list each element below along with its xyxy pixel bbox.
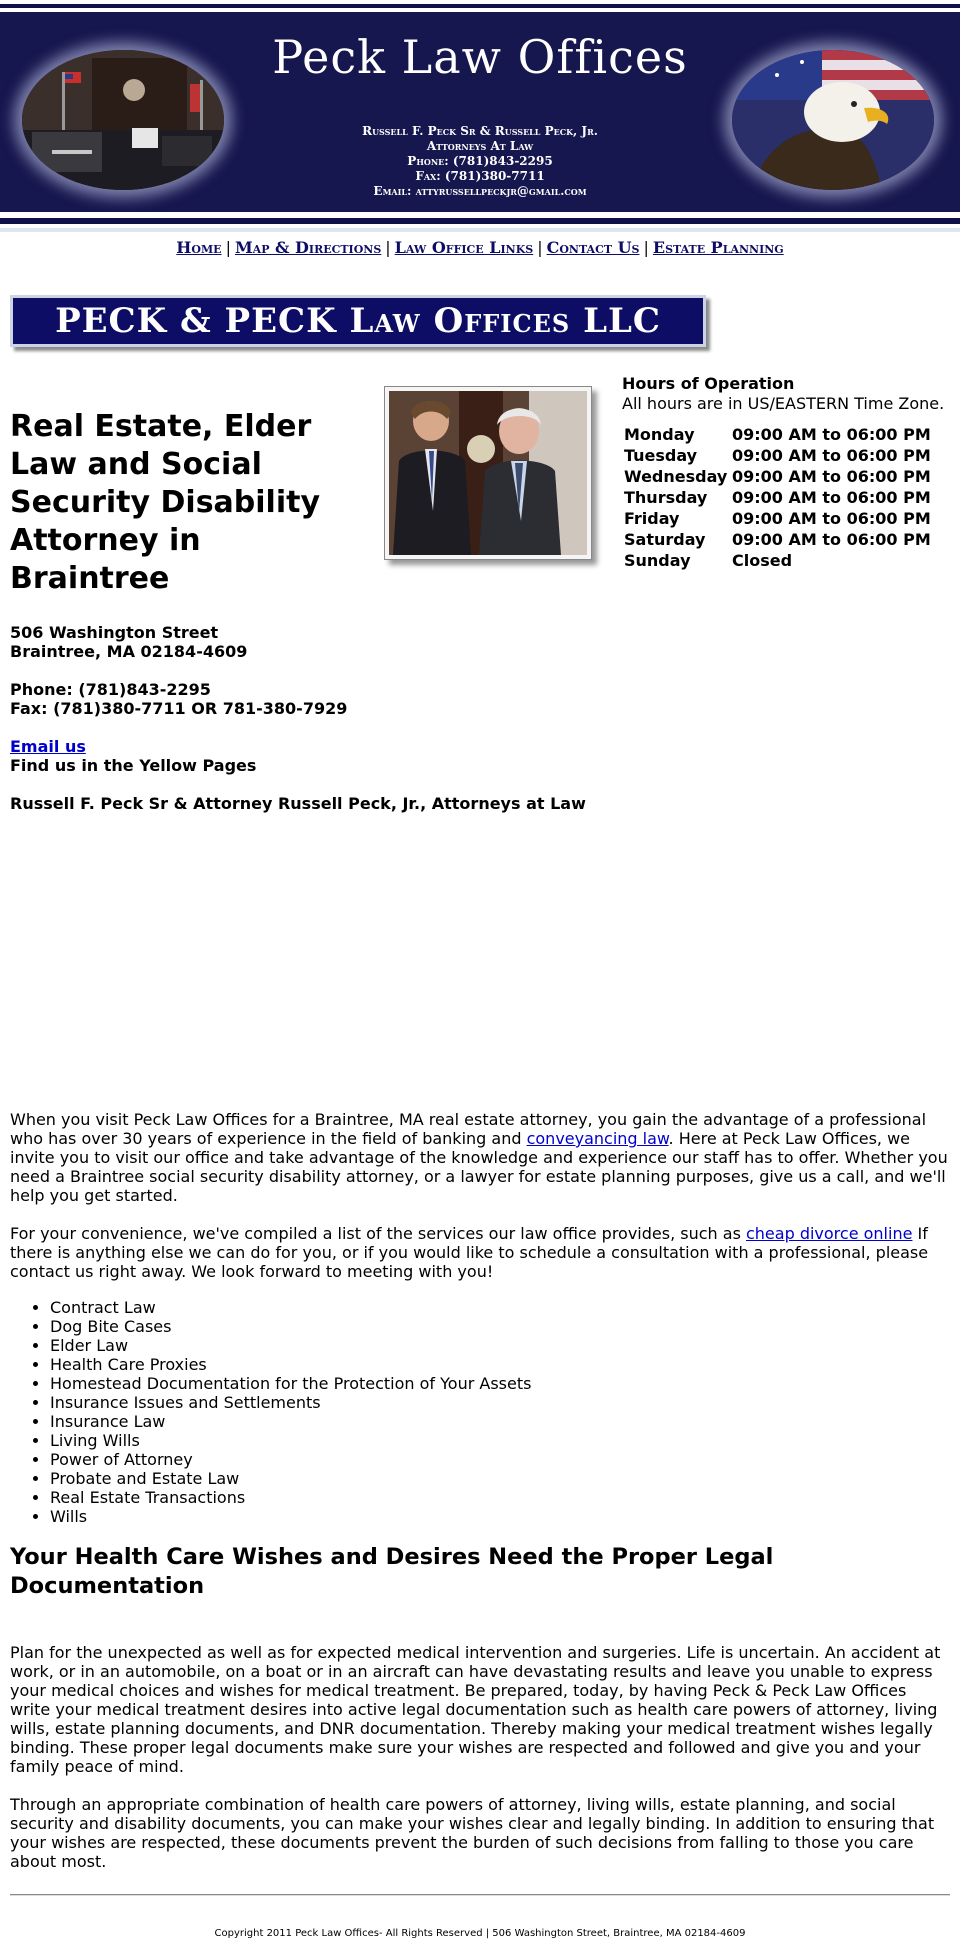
- spacer: [10, 775, 610, 794]
- main-content: [10, 1110, 950, 1871]
- service-item: • Insurance Issues and Settlements: [50, 1393, 950, 1412]
- contact-info: [10, 623, 610, 813]
- nav-separator: |: [537, 238, 543, 257]
- nav-separator: |: [225, 238, 231, 257]
- cheap-divorce-online-link[interactable]: cheap divorce online: [745, 1224, 913, 1243]
- hours-time: 09:00 AM to 06:00 PM: [732, 467, 931, 486]
- yellow-pages-text: Find us in the Yellow Pages: [10, 756, 257, 775]
- attorneys-photo: [384, 386, 592, 560]
- hours-day: Saturday: [624, 530, 706, 549]
- hours-table: [622, 424, 933, 571]
- attorneys-photo-image: [389, 391, 587, 555]
- header-contact-info: [0, 124, 960, 199]
- nav-separator: |: [643, 238, 649, 257]
- nav-link-law-office-links[interactable]: Law Office Links: [394, 238, 534, 257]
- hours-time: 09:00 AM to 06:00 PM: [732, 425, 931, 444]
- health-care-paragraph-2: Through an appropriate combination of health care powers of attorney, living wills, estate planning, and social security and disability documents, you can make your wishes clear and legally binding. In addition to ensuring that your wishes are respected, these documents prevent the burden of such decisions from falling to those you care about most.: [10, 1795, 935, 1871]
- nav-link-estate-planning[interactable]: Estate Planning: [652, 238, 784, 257]
- hours-day: Sunday: [624, 551, 691, 570]
- email-us-link[interactable]: Email us: [10, 737, 86, 756]
- conveyancing-law-link[interactable]: conveyancing law: [526, 1129, 669, 1148]
- hours-time: 09:00 AM to 06:00 PM: [732, 488, 931, 507]
- hours-row: [622, 487, 933, 508]
- firm-name-text: PECK & PECK Law Offices LLC: [55, 301, 661, 341]
- intro-text: When you visit Peck Law Offices for a Braintree, MA real estate attorney, you gain the advantage of a professional who has over 30 years of experience in the field of banking and: [10, 1110, 927, 1148]
- hours-row: [622, 529, 933, 550]
- hours-row: [622, 466, 933, 487]
- nav-separator: |: [385, 238, 391, 257]
- footer-copyright: Copyright 2011 Peck Law Offices- All Rights Reserved | 506 Washington Street, Braintree, MA 02184-4609: [214, 1928, 746, 1939]
- hours-day: Thursday: [624, 488, 708, 507]
- site-header: [0, 0, 960, 232]
- hours-day: Friday: [624, 509, 680, 528]
- header-stripe: [0, 228, 960, 232]
- service-item: • Power of Attorney: [50, 1450, 950, 1469]
- service-item: • Homestead Documentation for the Protection of Your Assets: [50, 1374, 950, 1393]
- service-item: • Wills: [50, 1507, 950, 1526]
- service-item: • Living Wills: [50, 1431, 950, 1450]
- hours-day: Monday: [624, 425, 695, 444]
- hours-timezone: All hours are in US/EASTERN Time Zone.: [622, 394, 945, 413]
- service-item: • Dog Bite Cases: [50, 1317, 950, 1336]
- address-line-2: Braintree, MA 02184-4609: [10, 642, 248, 661]
- hours-time: 09:00 AM to 06:00 PM: [732, 509, 931, 528]
- attorneys-illustration: [389, 391, 587, 555]
- main-nav: [0, 238, 960, 257]
- service-item: • Health Care Proxies: [50, 1355, 950, 1374]
- attorneys-names: Russell F. Peck Sr & Attorney Russell Peck, Jr., Attorneys at Law: [10, 794, 586, 813]
- service-item: • Real Estate Transactions: [50, 1488, 950, 1507]
- hours-day: Tuesday: [624, 446, 698, 465]
- intro-paragraph-2: [10, 1224, 950, 1281]
- site-title: Peck Law Offices: [272, 30, 688, 84]
- health-care-heading: Your Health Care Wishes and Desires Need the Proper Legal Documentation: [10, 1544, 774, 1599]
- intro-text: . Here at Peck Law Offices, we invite you to visit our office and take advantage of the knowledge and experience our staff has to offer. Whether you need a Braintree social security disability attorney, or a lawyer for estate planning purposes, give us a call, and we'll help you get started.: [10, 1129, 948, 1205]
- fax-number: Fax: (781)380-7711 OR 781-380-7929: [10, 699, 348, 718]
- nav-link-home[interactable]: Home: [176, 238, 222, 257]
- service-item: • Probate and Estate Law: [50, 1469, 950, 1488]
- hours-time: 09:00 AM to 06:00 PM: [732, 446, 931, 465]
- hours-day: Wednesday: [624, 467, 728, 486]
- firm-name-banner: [10, 295, 706, 347]
- hours-of-operation: [622, 374, 952, 571]
- hours-row: [622, 424, 933, 445]
- hours-row: [622, 445, 933, 466]
- header-phone-line: Phone: (781)843-2295: [407, 154, 553, 168]
- health-care-paragraph-1: Plan for the unexpected as well as for expected medical intervention and surgeries. Life is uncertain. An accident at work, or in an automobile, on a boat or in an aircraft can have devastating results and leave you unable to express your medical choices and wishes for medical treatment. Be prepared, today, by having Peck & Peck Law Offices write your medical treatment desires into active legal documentation such as health care powers of attorney, living wills, estate planning documents, and DNR documentation. Thereby making your medical treatment wishes legally binding. These proper legal documents make sure your wishes are respected and followed and give you and your family peace of mind.: [10, 1643, 941, 1776]
- hours-row: [622, 550, 933, 571]
- spacer: [10, 718, 610, 737]
- intro-text: For your convenience, we've compiled a list of the services our law office provides, such as: [10, 1224, 746, 1243]
- nav-link-map-directions[interactable]: Map & Directions: [234, 238, 382, 257]
- header-email-line: Email: attyrussellpeckjr@gmail.com: [373, 184, 587, 198]
- intro-paragraph-1: [10, 1110, 950, 1205]
- service-item: • Insurance Law: [50, 1412, 950, 1431]
- header-title-line: Attorneys At Law: [426, 139, 534, 153]
- hours-time: 09:00 AM to 06:00 PM: [732, 530, 931, 549]
- header-fax-line: Fax: (781)380-7711: [415, 169, 545, 183]
- hours-time: Closed: [732, 551, 793, 570]
- intro-text: If there is anything else we can do for you, or if you would like to schedule a consultation with a professional, please contact us right away. We look forward to meeting with you!: [10, 1224, 929, 1281]
- header-attorneys-line: Russell F. Peck Sr & Russell Peck, Jr.: [362, 124, 598, 138]
- service-item: • Contract Law: [50, 1298, 950, 1317]
- hours-title: Hours of Operation: [622, 374, 795, 393]
- page-title: Real Estate, Elder Law and Social Security Disability Attorney in Braintree: [10, 409, 321, 596]
- spacer: [10, 661, 610, 680]
- address-line-1: 506 Washington Street: [10, 623, 219, 642]
- hours-row: [622, 508, 933, 529]
- services-list: [10, 1298, 950, 1526]
- phone-number: Phone: (781)843-2295: [10, 680, 211, 699]
- footer-divider: [10, 1894, 950, 1896]
- nav-link-contact-us[interactable]: Contact Us: [546, 238, 640, 257]
- service-item: • Elder Law: [50, 1336, 950, 1355]
